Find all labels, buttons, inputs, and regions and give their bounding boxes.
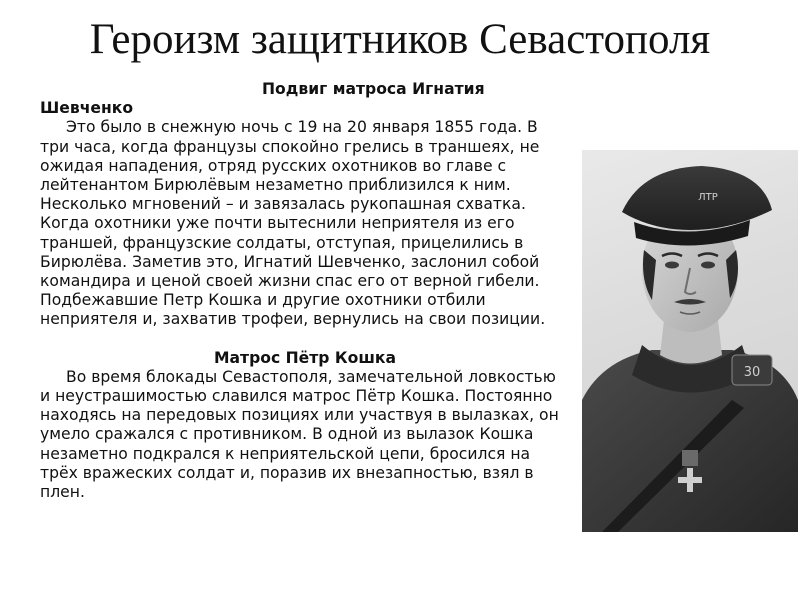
collar-number: 30 [743, 365, 761, 380]
section-heading-line-1: Подвиг матроса Игнатия [262, 80, 485, 98]
paragraph-koshka: Во время блокады Севастополя, замечательной ловкостью и неустрашимостью славился матрос Пётр Кошка. Постоянно находясь на передовых позициях или участвуя в вылазках, он умело сражался с противником. В одной из вылазок Кошка незаметно подкрался к неприятельской цепи, бросился на трёх вражеских солдат и, поразив их внезапностью, взял в плен. [40, 367, 559, 502]
section-heading-line-2: Шевченко [40, 99, 134, 118]
slide-title: Героизм защитников Севастополя [89, 16, 711, 63]
section-heading-koshka: Матрос Пётр Кошка [213, 348, 396, 367]
section-spacer [40, 330, 570, 349]
section-heading-shevchenko [40, 80, 570, 118]
text-column [40, 80, 570, 502]
paragraph-shevchenko: Это было в снежную ночь с 19 на 20 января 1855 года. В три часа, когда французы спокойно грелись в траншеях, не ожидая нападения, отряд русских охотников во главе с лейтенантом Бирюлёвым незаметно приблизился к ним. Несколько мгновений – и завязалась рукопашная схватка. Когда охотники уже почти вытеснили неприятеля из его траншей, французские солдаты, отступая, прицелились в Бирюлёва. Заметив это, Игнатий Шевченко, заслонил собой командира и ценой своей жизни спас его от верной гибели. Подбежавшие Петр Кошка и другие охотники отбили неприятеля и, захватив трофеи, вернулись на свои позиции. [40, 118, 546, 329]
cap-marking: ЛТР [698, 192, 718, 203]
sailor-portrait [582, 150, 798, 532]
